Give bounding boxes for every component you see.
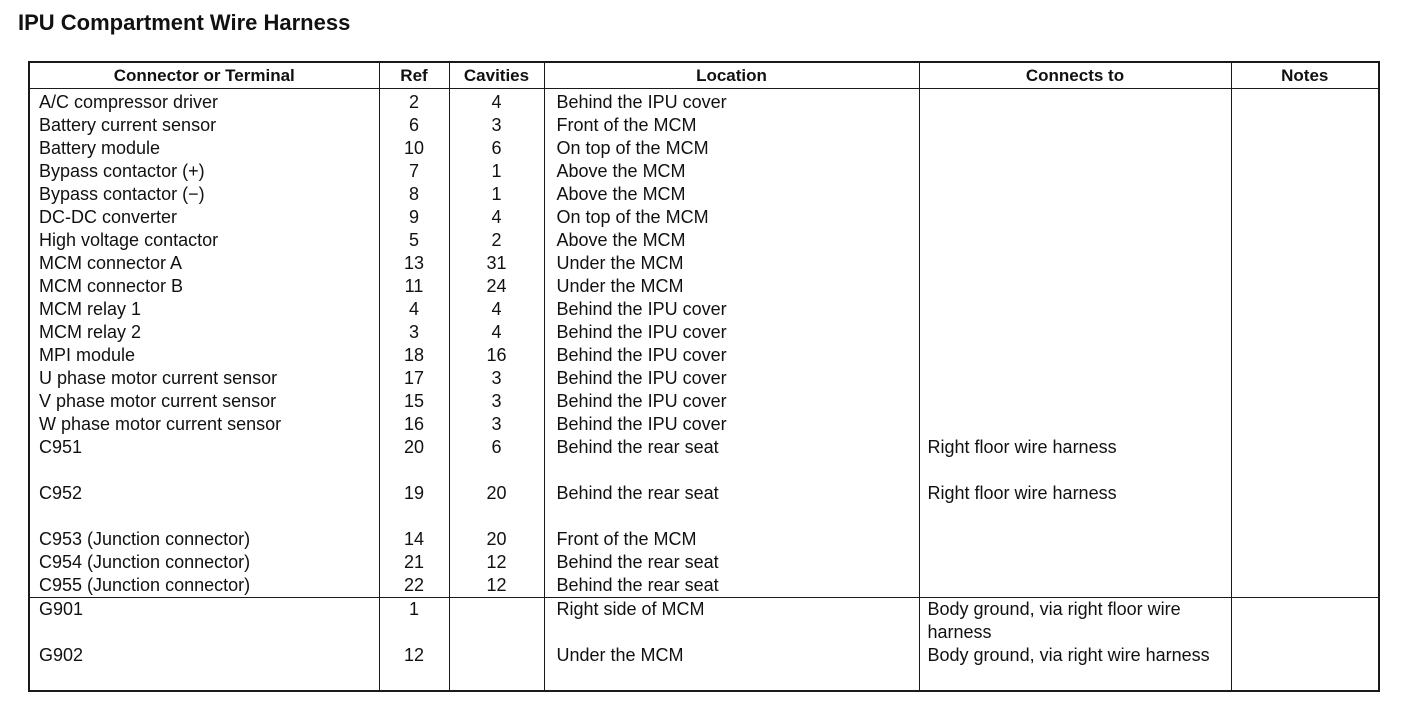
filler-cell <box>919 690 1231 691</box>
cell-connector: High voltage contactor <box>29 229 379 252</box>
header-notes: Notes <box>1231 62 1379 89</box>
cell-ref: 18 <box>379 344 449 367</box>
cell-cavities: 12 <box>449 574 544 598</box>
table-row <box>29 644 1379 690</box>
cell-location: Behind the IPU cover <box>544 321 919 344</box>
cell-location: Behind the rear seat <box>544 551 919 574</box>
cell-cavities: 12 <box>449 551 544 574</box>
cell-connector: Battery module <box>29 137 379 160</box>
cell-connects-to: Right floor wire harness <box>919 482 1231 528</box>
cell-ref: 1 <box>379 598 449 645</box>
cell-connects-to: Body ground, via right wire harness <box>919 644 1231 690</box>
cell-connector: Bypass contactor (+) <box>29 160 379 183</box>
cell-location: Above the MCM <box>544 160 919 183</box>
table-header-row <box>29 62 1379 89</box>
cell-connects-to <box>919 160 1231 183</box>
cell-connector: G901 <box>29 598 379 645</box>
cell-notes <box>1231 367 1379 390</box>
cell-notes <box>1231 229 1379 252</box>
table-filler-row <box>29 690 1379 691</box>
table-row <box>29 367 1379 390</box>
cell-ref: 20 <box>379 436 449 482</box>
cell-cavities: 4 <box>449 89 544 115</box>
table-row <box>29 574 1379 598</box>
cell-cavities: 4 <box>449 206 544 229</box>
cell-location: Behind the rear seat <box>544 436 919 482</box>
cell-ref: 5 <box>379 229 449 252</box>
cell-ref: 4 <box>379 298 449 321</box>
cell-ref: 12 <box>379 644 449 690</box>
cell-location: Behind the IPU cover <box>544 89 919 115</box>
cell-connector: C952 <box>29 482 379 528</box>
cell-notes <box>1231 644 1379 690</box>
cell-notes <box>1231 298 1379 321</box>
cell-connector: C951 <box>29 436 379 482</box>
table-row <box>29 321 1379 344</box>
cell-location: Above the MCM <box>544 229 919 252</box>
cell-connector: U phase motor current sensor <box>29 367 379 390</box>
cell-connector: C953 (Junction connector) <box>29 528 379 551</box>
cell-connects-to: Body ground, via right floor wire harness <box>919 598 1231 645</box>
cell-location: Behind the IPU cover <box>544 390 919 413</box>
cell-connector: C955 (Junction connector) <box>29 574 379 598</box>
cell-connects-to <box>919 206 1231 229</box>
cell-notes <box>1231 598 1379 645</box>
cell-notes <box>1231 89 1379 115</box>
cell-location: Behind the IPU cover <box>544 367 919 390</box>
cell-ref: 19 <box>379 482 449 528</box>
table-row <box>29 551 1379 574</box>
cell-notes <box>1231 551 1379 574</box>
cell-cavities: 4 <box>449 298 544 321</box>
cell-connector: Battery current sensor <box>29 114 379 137</box>
cell-ref: 2 <box>379 89 449 115</box>
cell-cavities: 3 <box>449 413 544 436</box>
table-row <box>29 114 1379 137</box>
cell-notes <box>1231 574 1379 598</box>
cell-notes <box>1231 206 1379 229</box>
cell-notes <box>1231 137 1379 160</box>
header-ref: Ref <box>379 62 449 89</box>
cell-ref: 16 <box>379 413 449 436</box>
cell-connector: MCM connector A <box>29 252 379 275</box>
cell-notes <box>1231 528 1379 551</box>
cell-cavities: 3 <box>449 390 544 413</box>
cell-connects-to <box>919 390 1231 413</box>
cell-ref: 13 <box>379 252 449 275</box>
cell-connector: C954 (Junction connector) <box>29 551 379 574</box>
filler-cell <box>379 690 449 691</box>
cell-connects-to <box>919 367 1231 390</box>
cell-notes <box>1231 321 1379 344</box>
table-row <box>29 275 1379 298</box>
table-row <box>29 598 1379 645</box>
cell-connector: A/C compressor driver <box>29 89 379 115</box>
cell-connector: MPI module <box>29 344 379 367</box>
cell-connector: MCM connector B <box>29 275 379 298</box>
cell-location: On top of the MCM <box>544 137 919 160</box>
table-row <box>29 344 1379 367</box>
cell-location: Behind the IPU cover <box>544 413 919 436</box>
cell-cavities: 24 <box>449 275 544 298</box>
cell-location: Behind the IPU cover <box>544 298 919 321</box>
cell-connects-to <box>919 344 1231 367</box>
cell-connects-to: Right floor wire harness <box>919 436 1231 482</box>
cell-location: Front of the MCM <box>544 114 919 137</box>
table-row <box>29 137 1379 160</box>
cell-location: Right side of MCM <box>544 598 919 645</box>
cell-connector: W phase motor current sensor <box>29 413 379 436</box>
cell-location: Front of the MCM <box>544 528 919 551</box>
cell-connects-to <box>919 229 1231 252</box>
table-row <box>29 252 1379 275</box>
cell-cavities: 2 <box>449 229 544 252</box>
cell-cavities: 20 <box>449 482 544 528</box>
filler-cell <box>1231 690 1379 691</box>
cell-connects-to <box>919 321 1231 344</box>
cell-cavities <box>449 644 544 690</box>
cell-ref: 14 <box>379 528 449 551</box>
harness-table <box>28 61 1380 692</box>
table-row <box>29 183 1379 206</box>
cell-connects-to <box>919 574 1231 598</box>
cell-connector: Bypass contactor (−) <box>29 183 379 206</box>
cell-notes <box>1231 390 1379 413</box>
cell-location: Behind the IPU cover <box>544 344 919 367</box>
table-row <box>29 206 1379 229</box>
cell-cavities: 6 <box>449 436 544 482</box>
cell-notes <box>1231 436 1379 482</box>
cell-connects-to <box>919 137 1231 160</box>
cell-ref: 10 <box>379 137 449 160</box>
cell-connects-to <box>919 413 1231 436</box>
cell-notes <box>1231 183 1379 206</box>
cell-connector: V phase motor current sensor <box>29 390 379 413</box>
header-cavities: Cavities <box>449 62 544 89</box>
cell-notes <box>1231 413 1379 436</box>
cell-ref: 6 <box>379 114 449 137</box>
header-connects-to: Connects to <box>919 62 1231 89</box>
cell-connector: MCM relay 2 <box>29 321 379 344</box>
cell-notes <box>1231 344 1379 367</box>
cell-cavities: 1 <box>449 183 544 206</box>
cell-connects-to <box>919 275 1231 298</box>
cell-cavities: 16 <box>449 344 544 367</box>
table-row <box>29 482 1379 528</box>
cell-connector: MCM relay 1 <box>29 298 379 321</box>
header-location: Location <box>544 62 919 89</box>
cell-notes <box>1231 275 1379 298</box>
table-row <box>29 413 1379 436</box>
cell-ref: 21 <box>379 551 449 574</box>
table-row <box>29 298 1379 321</box>
cell-connector: DC-DC converter <box>29 206 379 229</box>
cell-ref: 9 <box>379 206 449 229</box>
cell-location: On top of the MCM <box>544 206 919 229</box>
table-row <box>29 436 1379 482</box>
cell-location: Above the MCM <box>544 183 919 206</box>
cell-connector: G902 <box>29 644 379 690</box>
cell-location: Under the MCM <box>544 644 919 690</box>
filler-cell <box>29 690 379 691</box>
cell-connects-to <box>919 298 1231 321</box>
cell-cavities: 6 <box>449 137 544 160</box>
table-row <box>29 528 1379 551</box>
cell-notes <box>1231 252 1379 275</box>
cell-location: Behind the rear seat <box>544 574 919 598</box>
cell-connects-to <box>919 183 1231 206</box>
cell-cavities: 20 <box>449 528 544 551</box>
cell-connects-to <box>919 528 1231 551</box>
filler-cell <box>544 690 919 691</box>
header-connector: Connector or Terminal <box>29 62 379 89</box>
table-row <box>29 89 1379 115</box>
cell-connects-to <box>919 89 1231 115</box>
cell-ref: 8 <box>379 183 449 206</box>
cell-connects-to <box>919 114 1231 137</box>
cell-cavities: 3 <box>449 114 544 137</box>
page-title: IPU Compartment Wire Harness <box>18 10 351 35</box>
cell-notes <box>1231 114 1379 137</box>
cell-location: Under the MCM <box>544 275 919 298</box>
cell-ref: 22 <box>379 574 449 598</box>
cell-ref: 3 <box>379 321 449 344</box>
table-body <box>29 89 1379 692</box>
cell-notes <box>1231 160 1379 183</box>
cell-ref: 7 <box>379 160 449 183</box>
cell-cavities <box>449 598 544 645</box>
cell-cavities: 31 <box>449 252 544 275</box>
cell-ref: 17 <box>379 367 449 390</box>
cell-cavities: 4 <box>449 321 544 344</box>
table-row <box>29 160 1379 183</box>
filler-cell <box>449 690 544 691</box>
cell-ref: 15 <box>379 390 449 413</box>
cell-cavities: 1 <box>449 160 544 183</box>
cell-ref: 11 <box>379 275 449 298</box>
cell-connects-to <box>919 252 1231 275</box>
cell-cavities: 3 <box>449 367 544 390</box>
table-row <box>29 229 1379 252</box>
cell-location: Behind the rear seat <box>544 482 919 528</box>
cell-notes <box>1231 482 1379 528</box>
cell-location: Under the MCM <box>544 252 919 275</box>
cell-connects-to <box>919 551 1231 574</box>
table-row <box>29 390 1379 413</box>
